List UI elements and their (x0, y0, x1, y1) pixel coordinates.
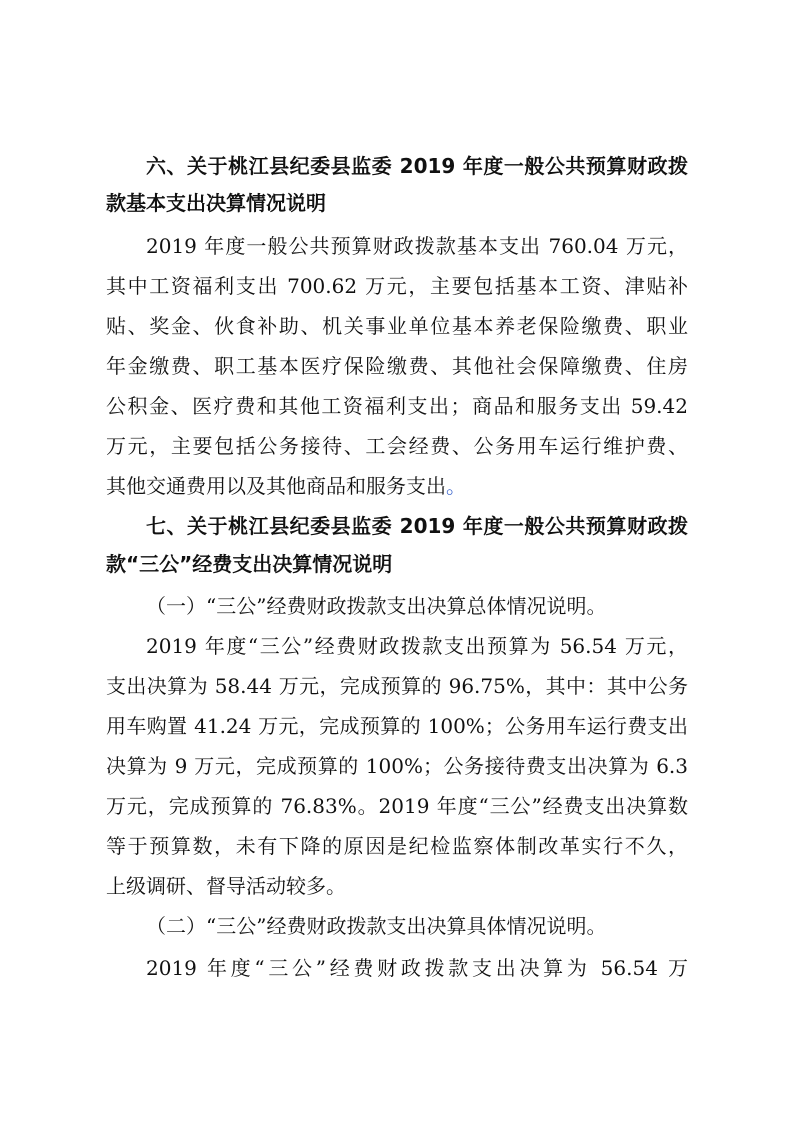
section7-sub1-line-1: 2019 年度“三公”经费财政拨款支出预算为 56.54 万元， (146, 634, 688, 658)
section6-paragraph-line-3: 贴、奖金、伙食补助、机关事业单位基本养老保险缴费、职业 (106, 314, 688, 338)
section6-paragraph-line-1: 2019 年度一般公共预算财政拨款基本支出 760.04 万元， (146, 234, 688, 258)
section6-heading-line-1: 六、关于桃江县纪委县监委 2019 年度一般公共预算财政拨 (146, 154, 688, 178)
section6-paragraph-line-2: 其中工资福利支出 700.62 万元，主要包括基本工资、津贴补 (106, 274, 688, 298)
section6-paragraph-line-7-text: 其他交通费用以及其他商品和服务支出 (106, 474, 446, 498)
section6-paragraph-line-4: 年金缴费、职工基本医疗保险缴费、其他社会保障缴费、住房 (106, 354, 688, 378)
section7-sub1-line-6: 等于预算数，未有下降的原因是纪检监察体制改革实行不久， (106, 834, 688, 858)
section6-paragraph-line-6: 万元，主要包括公务接待、工会经费、公务用车运行维护费、 (106, 434, 688, 458)
section7-sub1-line-3: 用车购置 41.24 万元，完成预算的 100%；公务用车运行费支出 (106, 714, 688, 738)
section6-paragraph-line-7 (106, 468, 688, 504)
section7-heading-line-2: 款“三公”经费支出决算情况说明 (106, 552, 393, 576)
section6-heading-line-2: 款基本支出决算情况说明 (106, 191, 326, 215)
section7-sub1-title: （一）“三公”经费财政拨款支出决算总体情况说明。 (146, 594, 607, 618)
section7-heading-line-1: 七、关于桃江县纪委县监委 2019 年度一般公共预算财政拨 (146, 514, 688, 538)
section6-paragraph-line-5: 公积金、医疗费和其他工资福利支出；商品和服务支出 59.42 (106, 394, 688, 418)
section7-sub2-line-1: 2019 年度“三公”经费财政拨款支出决算为 56.54 万 (146, 956, 688, 980)
section7-sub2-title: （二）“三公”经费财政拨款支出决算具体情况说明。 (146, 914, 607, 938)
section7-sub1-line-4: 决算为 9 万元，完成预算的 100%；公务接待费支出决算为 6.3 (106, 754, 688, 778)
section7-sub1-line-7: 上级调研、督导活动较多。 (106, 874, 346, 898)
section6-paragraph-end-mark: 。 (446, 474, 466, 498)
section7-sub1-line-5: 万元，完成预算的 76.83%。2019 年度“三公”经费支出决算数 (106, 794, 688, 818)
section7-sub1-line-2: 支出决算为 58.44 万元，完成预算的 96.75%，其中：其中公务 (106, 674, 688, 698)
